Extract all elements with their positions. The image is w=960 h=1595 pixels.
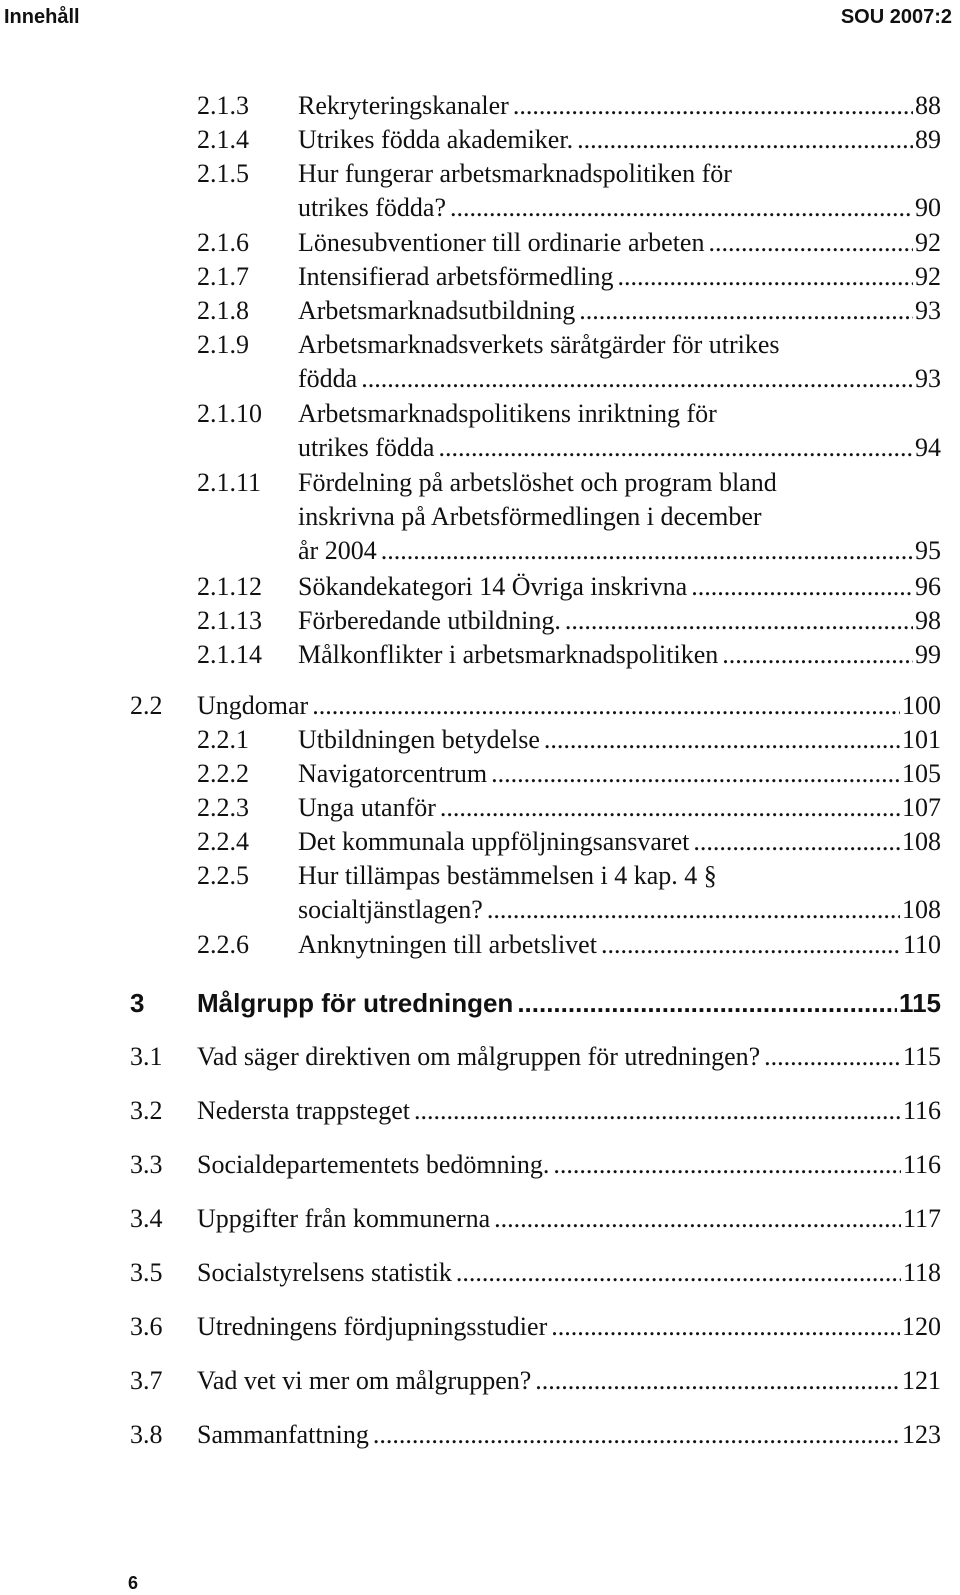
toc-entry-number: 3 bbox=[130, 988, 145, 1018]
toc-entry-page: 118 bbox=[902, 1258, 941, 1287]
toc-entry-title: Vad vet vi mer om målgruppen? bbox=[197, 1364, 533, 1398]
toc-entry-page: 115 bbox=[902, 1042, 941, 1071]
dot-leader bbox=[601, 928, 901, 962]
toc-entry-title: Unga utanför bbox=[298, 791, 438, 825]
toc-entry-number: 2.2.4 bbox=[197, 827, 249, 856]
toc-entry-number: 3.1 bbox=[130, 1042, 163, 1071]
toc-entry-title: Intensifierad arbetsförmedling bbox=[298, 260, 616, 294]
toc-entry-title: år 2004 bbox=[298, 534, 379, 568]
dot-leader bbox=[693, 825, 900, 859]
toc-entry-page: 96 bbox=[915, 572, 941, 601]
dot-leader bbox=[312, 689, 900, 723]
toc-entry-number: 3.7 bbox=[130, 1366, 163, 1395]
dot-leader bbox=[764, 1040, 901, 1074]
toc-entry-title: Nedersta trappsteget bbox=[197, 1094, 412, 1128]
dot-leader bbox=[361, 362, 913, 396]
dot-leader bbox=[381, 534, 913, 568]
toc-entry-page: 89 bbox=[915, 125, 941, 154]
toc-entry-page: 88 bbox=[915, 91, 941, 120]
dot-leader bbox=[438, 431, 913, 465]
toc-entry-number: 2.2.3 bbox=[197, 793, 249, 822]
toc-entry-title: Arbetsmarknadspolitikens inriktning för bbox=[298, 399, 717, 428]
toc-entry-title: Utrikes födda akademiker. bbox=[298, 123, 575, 157]
toc-entry-page: 110 bbox=[902, 930, 941, 959]
toc-entry-title: Utbildningen betydelse bbox=[298, 723, 542, 757]
toc-entry-page: 116 bbox=[902, 1150, 941, 1179]
dot-leader bbox=[535, 1364, 900, 1398]
toc-entry-title: socialtjänstlagen? bbox=[298, 893, 485, 927]
dot-leader bbox=[414, 1094, 901, 1128]
toc-entry-page: 90 bbox=[915, 193, 941, 222]
toc-entry-title: Utredningens fördjupningsstudier bbox=[197, 1310, 549, 1344]
dot-leader bbox=[553, 1148, 901, 1182]
toc-entry-number: 2.1.11 bbox=[197, 468, 262, 497]
toc-entry-page: 120 bbox=[902, 1312, 941, 1341]
toc-entry-title: Anknytningen till arbetslivet bbox=[298, 928, 599, 962]
toc-entry-number: 2.2.1 bbox=[197, 725, 249, 754]
dot-leader bbox=[450, 191, 913, 225]
dot-leader bbox=[708, 226, 913, 260]
dot-leader bbox=[722, 638, 913, 672]
toc-entry-page: 116 bbox=[902, 1096, 941, 1125]
toc-entry-title: Lönesubventioner till ordinarie arbeten bbox=[298, 226, 706, 260]
toc-entry-number: 3.6 bbox=[130, 1312, 163, 1341]
toc-entry-title: Rekryteringskanaler bbox=[298, 89, 511, 123]
toc-entry-title: Det kommunala uppföljningsansvaret bbox=[298, 825, 691, 859]
dot-leader bbox=[577, 123, 913, 157]
toc-entry-title: Sammanfattning bbox=[197, 1418, 371, 1452]
dot-leader bbox=[494, 1202, 901, 1236]
toc-entry-number: 2.1.8 bbox=[197, 296, 249, 325]
toc-entry-page: 107 bbox=[902, 793, 941, 822]
toc-entry-title: Ungdomar bbox=[197, 689, 310, 723]
toc-entry-number: 2.1.14 bbox=[197, 640, 262, 669]
toc-entry-page: 123 bbox=[902, 1420, 941, 1449]
dot-leader bbox=[440, 791, 900, 825]
dot-leader bbox=[513, 89, 913, 123]
toc-entry-number: 3.4 bbox=[130, 1204, 163, 1233]
toc-entry-title: utrikes födda bbox=[298, 431, 436, 465]
toc-entry-page: 115 bbox=[899, 988, 941, 1018]
toc-entry-number: 2.2 bbox=[130, 691, 163, 720]
toc-entry-title: utrikes födda? bbox=[298, 191, 448, 225]
toc-entry-page: 117 bbox=[902, 1204, 941, 1233]
dot-leader bbox=[618, 260, 914, 294]
toc-entry-title: födda bbox=[298, 362, 359, 396]
toc-entry-number: 2.1.13 bbox=[197, 606, 262, 635]
dot-leader bbox=[517, 986, 897, 1020]
toc-entry-page: 93 bbox=[915, 364, 941, 393]
toc-entry-number: 2.2.5 bbox=[197, 861, 249, 890]
dot-leader bbox=[544, 723, 900, 757]
toc-entry-page: 105 bbox=[902, 759, 941, 788]
toc-entry-title: Målkonflikter i arbetsmarknadspolitiken bbox=[298, 638, 720, 672]
toc-entry-title: Socialstyrelsens statistik bbox=[197, 1256, 454, 1290]
toc-entry-page: 94 bbox=[915, 433, 941, 462]
toc-entry-page: 99 bbox=[915, 640, 941, 669]
toc-entry-page: 92 bbox=[915, 262, 941, 291]
toc-entry-page: 93 bbox=[915, 296, 941, 325]
toc-entry-title: Uppgifter från kommunerna bbox=[197, 1202, 492, 1236]
dot-leader bbox=[373, 1418, 900, 1452]
toc-entry-title: Arbetsmarknadsutbildning bbox=[298, 294, 577, 328]
toc-entry-title: Hur fungerar arbetsmarknadspolitiken för bbox=[298, 159, 732, 188]
dot-leader bbox=[691, 570, 913, 604]
dot-leader bbox=[551, 1310, 900, 1344]
toc-entry-page: 108 bbox=[902, 827, 941, 856]
toc-entry-number: 3.5 bbox=[130, 1258, 163, 1287]
toc-entry-title: Målgrupp för utredningen bbox=[197, 988, 514, 1018]
toc-entry-number: 2.1.5 bbox=[197, 159, 249, 188]
toc-entry-page: 95 bbox=[915, 536, 941, 565]
toc-entry-number: 3.3 bbox=[130, 1150, 163, 1179]
toc-entry-number: 2.1.6 bbox=[197, 228, 249, 257]
toc-entry-page: 101 bbox=[902, 725, 941, 754]
toc-entry-title: Fördelning på arbetslöshet och program bland bbox=[298, 468, 777, 497]
toc-entry-title: Hur tillämpas bestämmelsen i 4 kap. 4 § bbox=[298, 861, 717, 890]
toc-entry-number: 2.1.9 bbox=[197, 330, 249, 359]
toc-entry-page: 98 bbox=[915, 606, 941, 635]
dot-leader bbox=[579, 294, 913, 328]
toc-entry-page: 92 bbox=[915, 228, 941, 257]
dot-leader bbox=[487, 893, 900, 927]
toc-entry-title: inskrivna på Arbetsförmedlingen i december bbox=[298, 502, 762, 531]
toc-entry-number: 3.2 bbox=[130, 1096, 163, 1125]
toc-entry-number: 2.2.2 bbox=[197, 759, 249, 788]
toc-entry-number: 2.1.12 bbox=[197, 572, 262, 601]
toc-entry-number: 2.2.6 bbox=[197, 930, 249, 959]
running-header-left: Innehåll bbox=[4, 6, 80, 28]
toc-entry-title: Navigatorcentrum bbox=[298, 757, 489, 791]
toc-entry-page: 100 bbox=[902, 691, 941, 720]
toc-entry-number: 2.1.4 bbox=[197, 125, 249, 154]
toc-entry-title: Vad säger direktiven om målgruppen för utredningen? bbox=[197, 1040, 762, 1074]
dot-leader bbox=[565, 604, 913, 638]
toc-entry-title: Sökandekategori 14 Övriga inskrivna bbox=[298, 570, 689, 604]
toc-entry-number: 2.1.10 bbox=[197, 399, 262, 428]
toc-entry-number: 2.1.3 bbox=[197, 91, 249, 120]
dot-leader bbox=[491, 757, 900, 791]
toc-entry-number: 2.1.7 bbox=[197, 262, 249, 291]
running-header-right: SOU 2007:2 bbox=[840, 6, 952, 28]
toc-entry-title: Förberedande utbildning. bbox=[298, 604, 563, 638]
dot-leader bbox=[456, 1256, 901, 1290]
toc-entry-title: Arbetsmarknadsverkets säråtgärder för utrikes bbox=[298, 330, 780, 359]
toc-entry-page: 121 bbox=[902, 1366, 941, 1395]
toc-entry-title: Socialdepartementets bedömning. bbox=[197, 1148, 551, 1182]
page-number: 6 bbox=[128, 1573, 139, 1593]
toc-entry-number: 3.8 bbox=[130, 1420, 163, 1449]
toc-entry-page: 108 bbox=[902, 895, 941, 924]
